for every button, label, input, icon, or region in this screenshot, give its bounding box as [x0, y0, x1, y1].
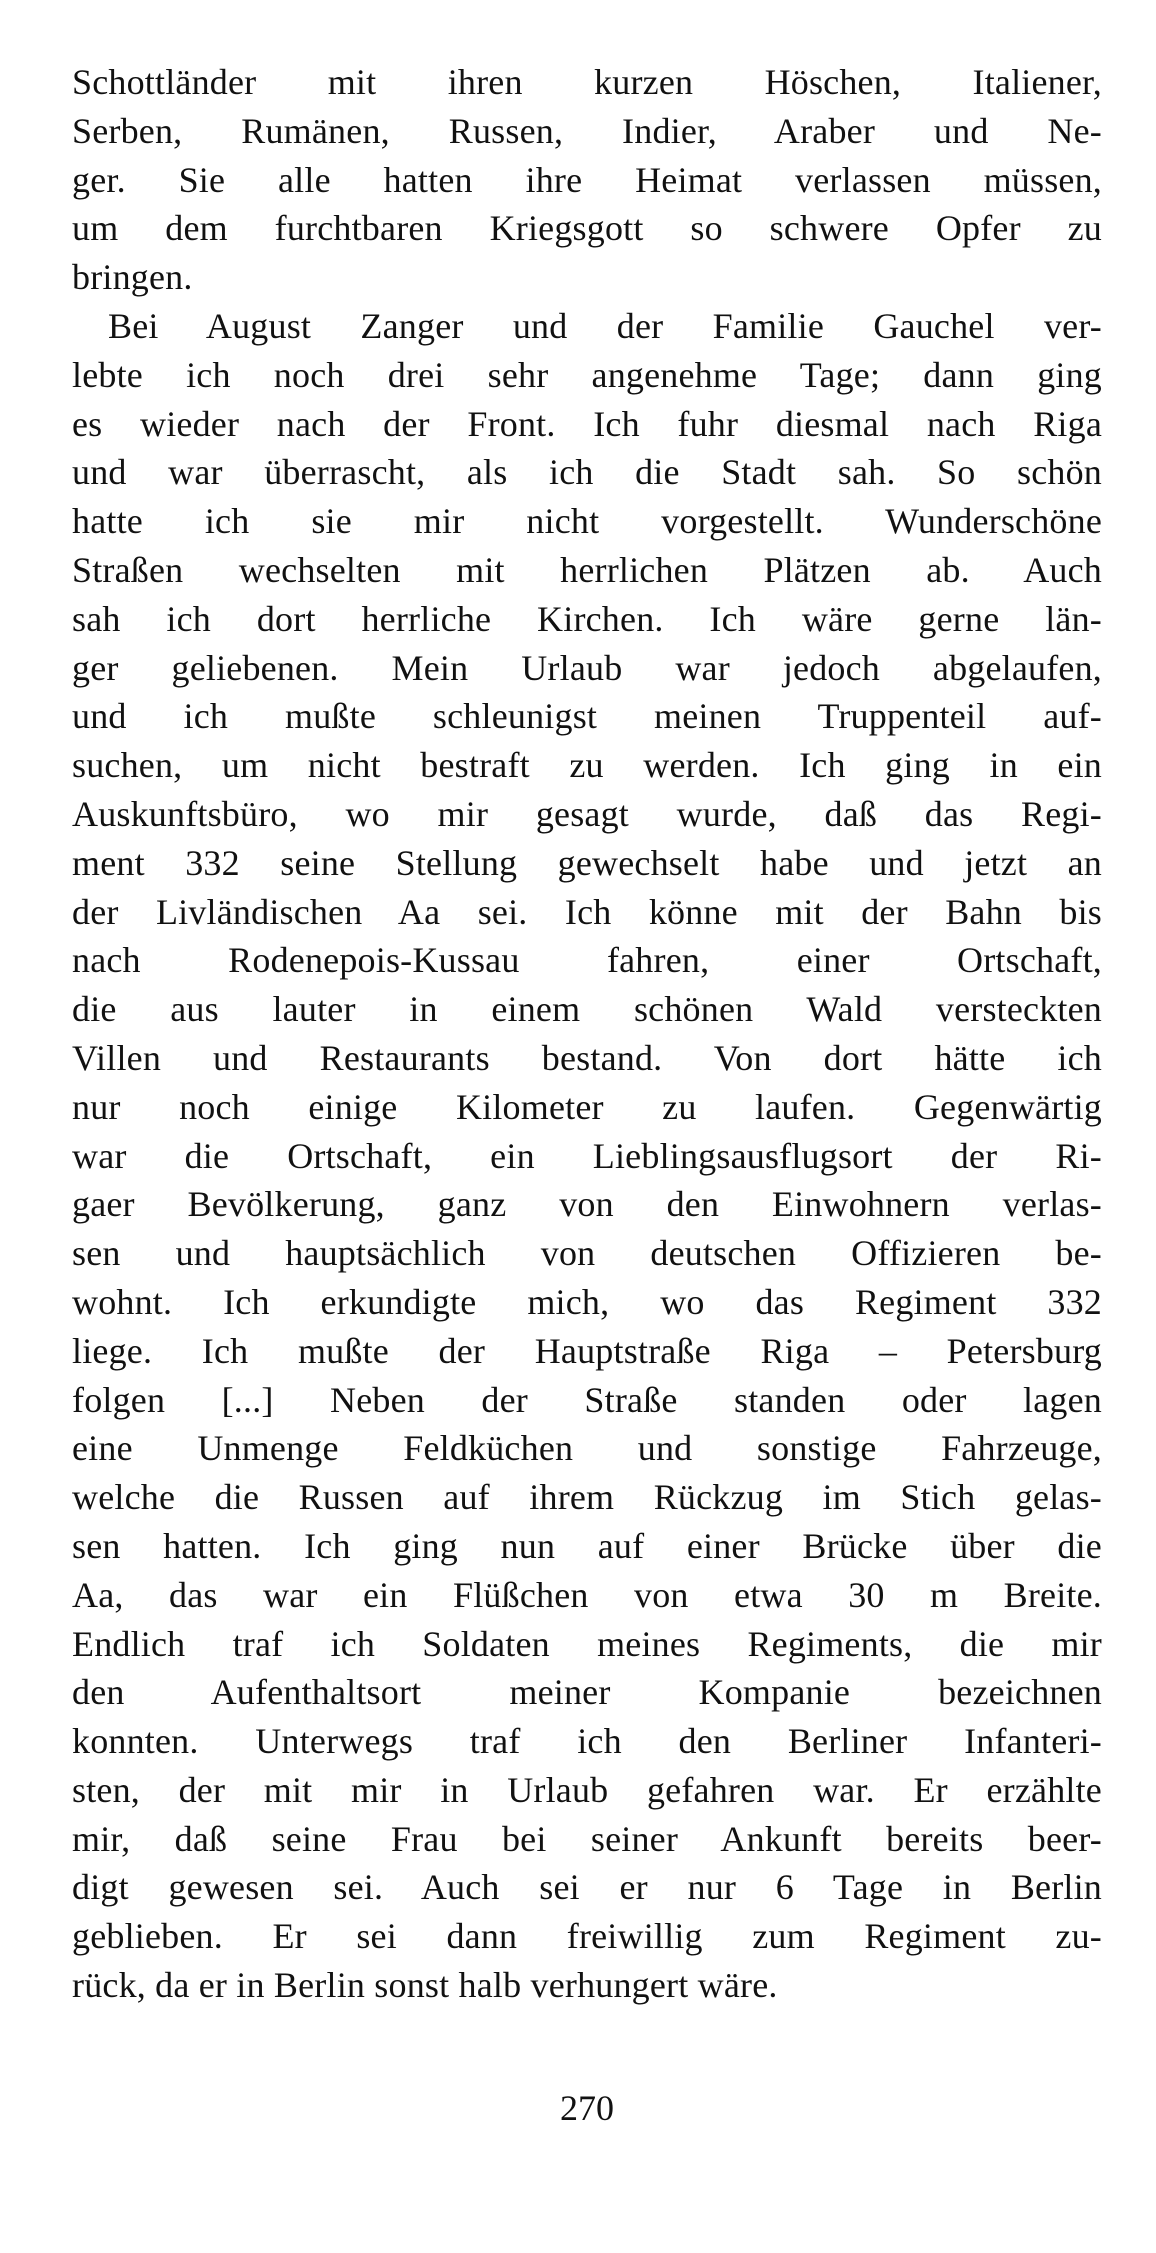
text-line: Serben, Rumänen, Russen, Indier, Araber und Ne- [72, 110, 1102, 151]
text-line: Endlich traf ich Soldaten meines Regiments, die mir [72, 1623, 1102, 1664]
text-line: rück, da er in Berlin sonst halb verhungert wäre. [72, 1965, 778, 2006]
text-line: sen hatten. Ich ging nun auf einer Brücke über die [72, 1525, 1102, 1566]
text-line: hatte ich sie mir nicht vorgestellt. Wunderschöne [72, 501, 1102, 542]
text-line: den Aufenthaltsort meiner Kompanie bezeichnen [72, 1672, 1102, 1713]
text-line: Villen und Restaurants bestand. Von dort hätte ich [72, 1037, 1102, 1078]
text-line: nur noch einige Kilometer zu laufen. Gegenwärtig [72, 1086, 1102, 1127]
text-line: ment 332 seine Stellung gewechselt habe und jetzt an [72, 842, 1102, 883]
text-line: die aus lauter in einem schönen Wald versteckten [72, 989, 1102, 1030]
text-line: um dem furchtbaren Kriegsgott so schwere Opfer zu [72, 208, 1102, 249]
text-line: sen und hauptsächlich von deutschen Offizieren be- [72, 1233, 1102, 1274]
book-page [72, 58, 1102, 2208]
page-number: 270 [560, 2088, 614, 2128]
text-line: sten, der mit mir in Urlaub gefahren war. Er erzählte [72, 1769, 1102, 1810]
text-line: Bei August Zanger und der Familie Gauchel ver- [108, 305, 1102, 346]
text-line: gaer Bevölkerung, ganz von den Einwohnern verlas- [72, 1184, 1102, 1225]
text-line: ger geliebenen. Mein Urlaub war jedoch abgelaufen, [72, 647, 1102, 688]
text-line: lebte ich noch drei sehr angenehme Tage; dann ging [72, 354, 1102, 395]
text-line: geblieben. Er sei dann freiwillig zum Regiment zu- [72, 1916, 1102, 1957]
text-line: liege. Ich mußte der Hauptstraße Riga – Petersburg [72, 1330, 1102, 1371]
text-line: und war überrascht, als ich die Stadt sah. So schön [72, 452, 1102, 493]
body-text [72, 58, 1102, 2010]
text-line: bringen. [72, 257, 193, 298]
text-line: nach Rodenepois-Kussau fahren, einer Ortschaft, [72, 940, 1102, 981]
text-line: es wieder nach der Front. Ich fuhr diesmal nach Riga [72, 403, 1102, 444]
text-line: war die Ortschaft, ein Lieblingsausflugsort der Ri- [72, 1135, 1102, 1176]
text-line: der Livländischen Aa sei. Ich könne mit der Bahn bis [72, 891, 1102, 932]
paragraph [72, 58, 1102, 302]
text-line: ger. Sie alle hatten ihre Heimat verlassen müssen, [72, 159, 1102, 200]
text-line: eine Unmenge Feldküchen und sonstige Fahrzeuge, [72, 1428, 1102, 1469]
text-line: folgen [...] Neben der Straße standen oder lagen [72, 1379, 1102, 1420]
text-line: und ich mußte schleunigst meinen Truppenteil auf- [72, 696, 1102, 737]
text-line: suchen, um nicht bestraft zu werden. Ich ging in ein [72, 745, 1102, 786]
paragraph [72, 302, 1102, 2010]
text-line: wohnt. Ich erkundigte mich, wo das Regiment 332 [72, 1281, 1102, 1322]
text-line: welche die Russen auf ihrem Rückzug im Stich gelas- [72, 1477, 1102, 1518]
text-line: digt gewesen sei. Auch sei er nur 6 Tage in Berlin [72, 1867, 1102, 1908]
text-line: mir, daß seine Frau bei seiner Ankunft bereits beer- [72, 1818, 1102, 1859]
text-line: Straßen wechselten mit herrlichen Plätzen ab. Auch [72, 549, 1102, 590]
text-line: sah ich dort herrliche Kirchen. Ich wäre gerne län- [72, 598, 1102, 639]
text-line: Auskunftsbüro, wo mir gesagt wurde, daß das Regi- [72, 793, 1102, 834]
text-line: Schottländer mit ihren kurzen Höschen, Italiener, [72, 62, 1102, 102]
text-line: Aa, das war ein Flüßchen von etwa 30 m Breite. [72, 1574, 1102, 1615]
text-line: konnten. Unterwegs traf ich den Berliner Infanteri- [72, 1721, 1102, 1762]
